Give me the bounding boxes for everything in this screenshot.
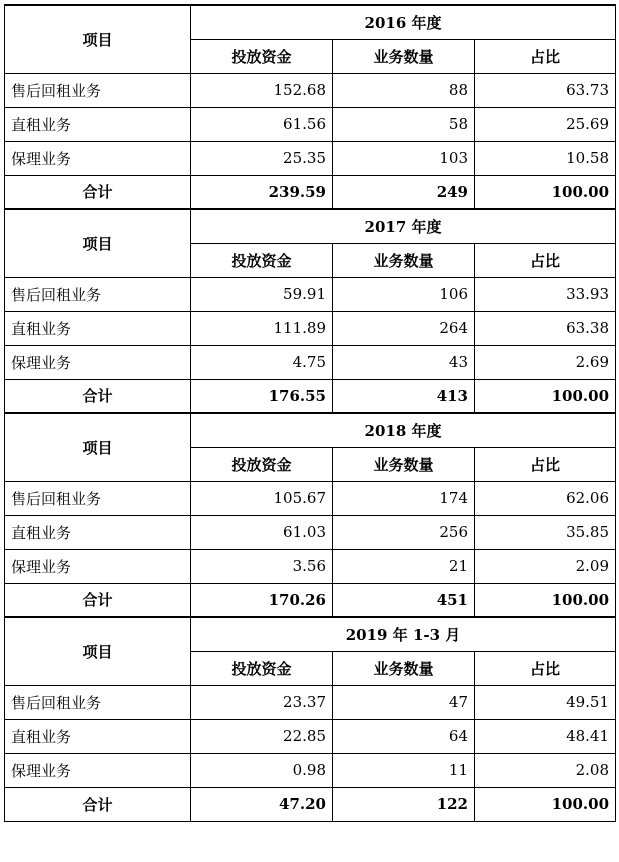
total-row <box>5 583 616 617</box>
amount-cell: 0.98 <box>191 753 333 787</box>
total-label: 合计 <box>5 787 191 821</box>
ratio-cell: 10.58 <box>475 141 616 175</box>
count-cell: 47 <box>333 685 475 719</box>
total-amount-cell: 47.20 <box>191 787 333 821</box>
amount-cell: 61.03 <box>191 515 333 549</box>
table-row <box>5 549 616 583</box>
amount-cell: 3.56 <box>191 549 333 583</box>
amount-cell: 111.89 <box>191 311 333 345</box>
ratio-column-header: 占比 <box>475 651 616 685</box>
amount-column-header: 投放资金 <box>191 243 333 277</box>
amount-column-header: 投放资金 <box>191 651 333 685</box>
ratio-cell: 35.85 <box>475 515 616 549</box>
amount-cell: 25.35 <box>191 141 333 175</box>
count-cell: 174 <box>333 481 475 515</box>
count-cell: 21 <box>333 549 475 583</box>
item-column-header: 项目 <box>5 5 191 73</box>
total-ratio-cell: 100.00 <box>475 379 616 413</box>
table-row <box>5 753 616 787</box>
business-type-cell: 售后回租业务 <box>5 685 191 719</box>
ratio-cell: 2.09 <box>475 549 616 583</box>
table-row <box>5 515 616 549</box>
count-cell: 256 <box>333 515 475 549</box>
section-header-row <box>5 617 616 651</box>
count-column-header: 业务数量 <box>333 447 475 481</box>
total-amount-cell: 170.26 <box>191 583 333 617</box>
business-type-cell: 直租业务 <box>5 515 191 549</box>
business-type-cell: 直租业务 <box>5 719 191 753</box>
total-label: 合计 <box>5 379 191 413</box>
total-row <box>5 379 616 413</box>
ratio-cell: 62.06 <box>475 481 616 515</box>
item-column-header: 项目 <box>5 413 191 481</box>
ratio-cell: 33.93 <box>475 277 616 311</box>
total-count-cell: 413 <box>333 379 475 413</box>
item-column-header: 项目 <box>5 617 191 685</box>
table-row <box>5 719 616 753</box>
business-data-table <box>4 4 616 822</box>
section-header-row <box>5 5 616 39</box>
period-header: 2019 年 1-3 月 <box>191 617 616 651</box>
count-cell: 58 <box>333 107 475 141</box>
total-amount-cell: 239.59 <box>191 175 333 209</box>
ratio-cell: 2.08 <box>475 753 616 787</box>
count-column-header: 业务数量 <box>333 39 475 73</box>
table-row <box>5 107 616 141</box>
ratio-cell: 63.73 <box>475 73 616 107</box>
total-ratio-cell: 100.00 <box>475 787 616 821</box>
table-row <box>5 481 616 515</box>
total-row <box>5 175 616 209</box>
ratio-cell: 25.69 <box>475 107 616 141</box>
total-row <box>5 787 616 821</box>
count-column-header: 业务数量 <box>333 243 475 277</box>
amount-column-header: 投放资金 <box>191 447 333 481</box>
amount-cell: 22.85 <box>191 719 333 753</box>
total-count-cell: 249 <box>333 175 475 209</box>
business-type-cell: 直租业务 <box>5 311 191 345</box>
business-type-cell: 保理业务 <box>5 345 191 379</box>
business-type-cell: 保理业务 <box>5 753 191 787</box>
total-label: 合计 <box>5 175 191 209</box>
business-type-cell: 保理业务 <box>5 549 191 583</box>
count-cell: 64 <box>333 719 475 753</box>
period-header: 2017 年度 <box>191 209 616 243</box>
amount-cell: 59.91 <box>191 277 333 311</box>
count-cell: 11 <box>333 753 475 787</box>
table-row <box>5 277 616 311</box>
table-row <box>5 141 616 175</box>
count-cell: 106 <box>333 277 475 311</box>
section-header-row <box>5 413 616 447</box>
ratio-column-header: 占比 <box>475 447 616 481</box>
amount-cell: 105.67 <box>191 481 333 515</box>
period-header: 2018 年度 <box>191 413 616 447</box>
total-ratio-cell: 100.00 <box>475 583 616 617</box>
ratio-cell: 63.38 <box>475 311 616 345</box>
table-row <box>5 345 616 379</box>
amount-column-header: 投放资金 <box>191 39 333 73</box>
business-type-cell: 售后回租业务 <box>5 277 191 311</box>
count-cell: 43 <box>333 345 475 379</box>
item-column-header: 项目 <box>5 209 191 277</box>
ratio-column-header: 占比 <box>475 243 616 277</box>
total-label: 合计 <box>5 583 191 617</box>
count-cell: 103 <box>333 141 475 175</box>
total-ratio-cell: 100.00 <box>475 175 616 209</box>
table-row <box>5 311 616 345</box>
count-column-header: 业务数量 <box>333 651 475 685</box>
table-row <box>5 73 616 107</box>
section-header-row <box>5 209 616 243</box>
business-type-cell: 保理业务 <box>5 141 191 175</box>
count-cell: 264 <box>333 311 475 345</box>
business-type-cell: 售后回租业务 <box>5 73 191 107</box>
ratio-column-header: 占比 <box>475 39 616 73</box>
business-type-cell: 直租业务 <box>5 107 191 141</box>
ratio-cell: 48.41 <box>475 719 616 753</box>
table-row <box>5 685 616 719</box>
count-cell: 88 <box>333 73 475 107</box>
ratio-cell: 2.69 <box>475 345 616 379</box>
period-header: 2016 年度 <box>191 5 616 39</box>
total-count-cell: 122 <box>333 787 475 821</box>
amount-cell: 23.37 <box>191 685 333 719</box>
table-body <box>5 5 616 821</box>
total-amount-cell: 176.55 <box>191 379 333 413</box>
amount-cell: 61.56 <box>191 107 333 141</box>
ratio-cell: 49.51 <box>475 685 616 719</box>
total-count-cell: 451 <box>333 583 475 617</box>
business-type-cell: 售后回租业务 <box>5 481 191 515</box>
amount-cell: 152.68 <box>191 73 333 107</box>
amount-cell: 4.75 <box>191 345 333 379</box>
